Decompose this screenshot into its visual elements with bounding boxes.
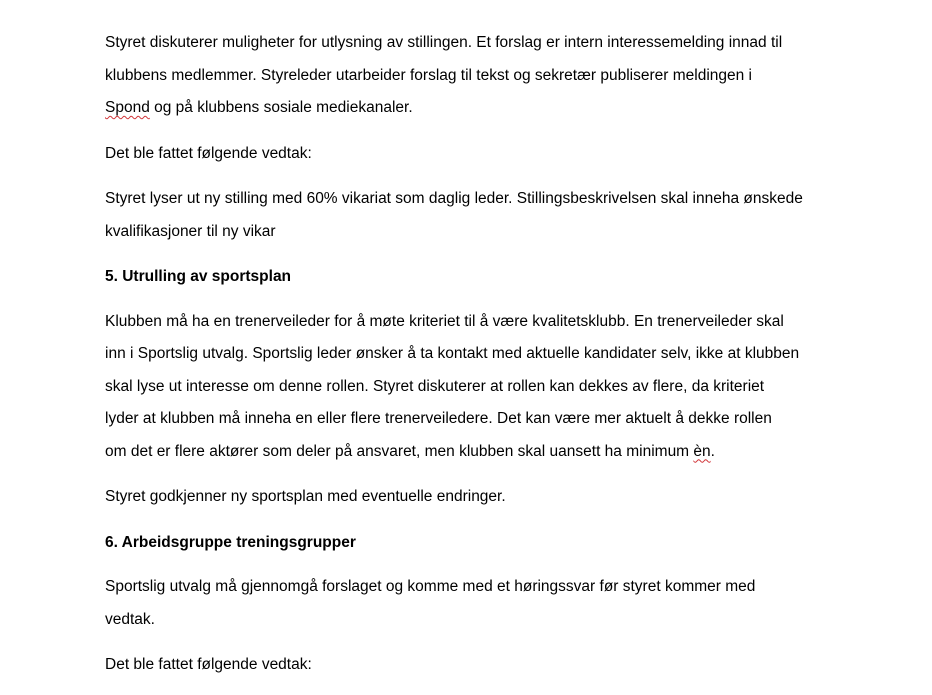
text-line: Styret lyser ut ny stilling med 60% vikariat som daglig leder. Stillingsbeskrivelsen skal inneha ønskede [105,190,803,207]
text-line: kvalifikasjoner til ny vikar [105,222,276,240]
paragraph-sportsplan-approval [105,481,845,514]
spellcheck-flagged-word[interactable]: èn [693,442,711,460]
text-line: inn i Sportslig utvalg. Sportslig leder ønsker å ta kontakt med aktuelle kandidater selv, ikke at klubben [105,345,800,362]
paragraph-coach-mentor [105,306,845,469]
text-line: Styret godkjenner ny sportsplan med eventuelle endringer. [105,488,506,505]
section-heading-6: 6. Arbeidsgruppe treningsgrupper [105,533,356,551]
text-line: Det ble fattet følgende vedtak: [105,144,312,162]
text-line: Sportslig utvalg må gjennomgå forslaget og komme med et høringssvar før styret kommer med [105,578,756,595]
text-line: klubbens medlemmer. Styreleder utarbeider forslag til tekst og sekretær publiserer meldingen i [105,66,752,84]
text-line [105,436,845,469]
paragraph-decision-intro-2 [105,649,845,682]
text-line: skal lyse ut interesse om denne rollen. Styret diskuterer at rollen kan dekkes av flere, da kriteriet [105,377,765,395]
text-run: og på klubbens sosiale mediekanaler. [149,99,413,116]
paragraph-decision-intro [105,138,845,171]
spellcheck-flagged-word[interactable]: Spond [105,99,150,116]
paragraph-decision-job [105,183,845,248]
text-line: Klubben må ha en trenerveileder for å møte kriteriet til å være kvalitetsklubb. En trenerveileder skal [105,312,784,330]
section-heading-5: 5. Utrulling av sportsplan [105,268,292,285]
text-line: Det ble fattet følgende vedtak: [105,656,312,673]
text-line: vedtak. [105,610,155,628]
text-line [105,92,845,125]
paragraph-job-posting-discussion [105,27,845,125]
text-line: Styret diskuterer muligheter for utlysning av stillingen. Et forslag er intern interessemelding innad til [105,34,783,51]
paragraph-training-groups [105,571,845,636]
text-run: om det er flere aktører som deler på ansvaret, men klubben skal uansett ha minimum [105,442,694,460]
text-run: . [710,442,715,460]
document-page[interactable] [105,27,845,695]
text-line: lyder at klubben må inneha en eller flere trenerveiledere. Det kan være mer aktuelt å dekke rollen [105,410,772,427]
